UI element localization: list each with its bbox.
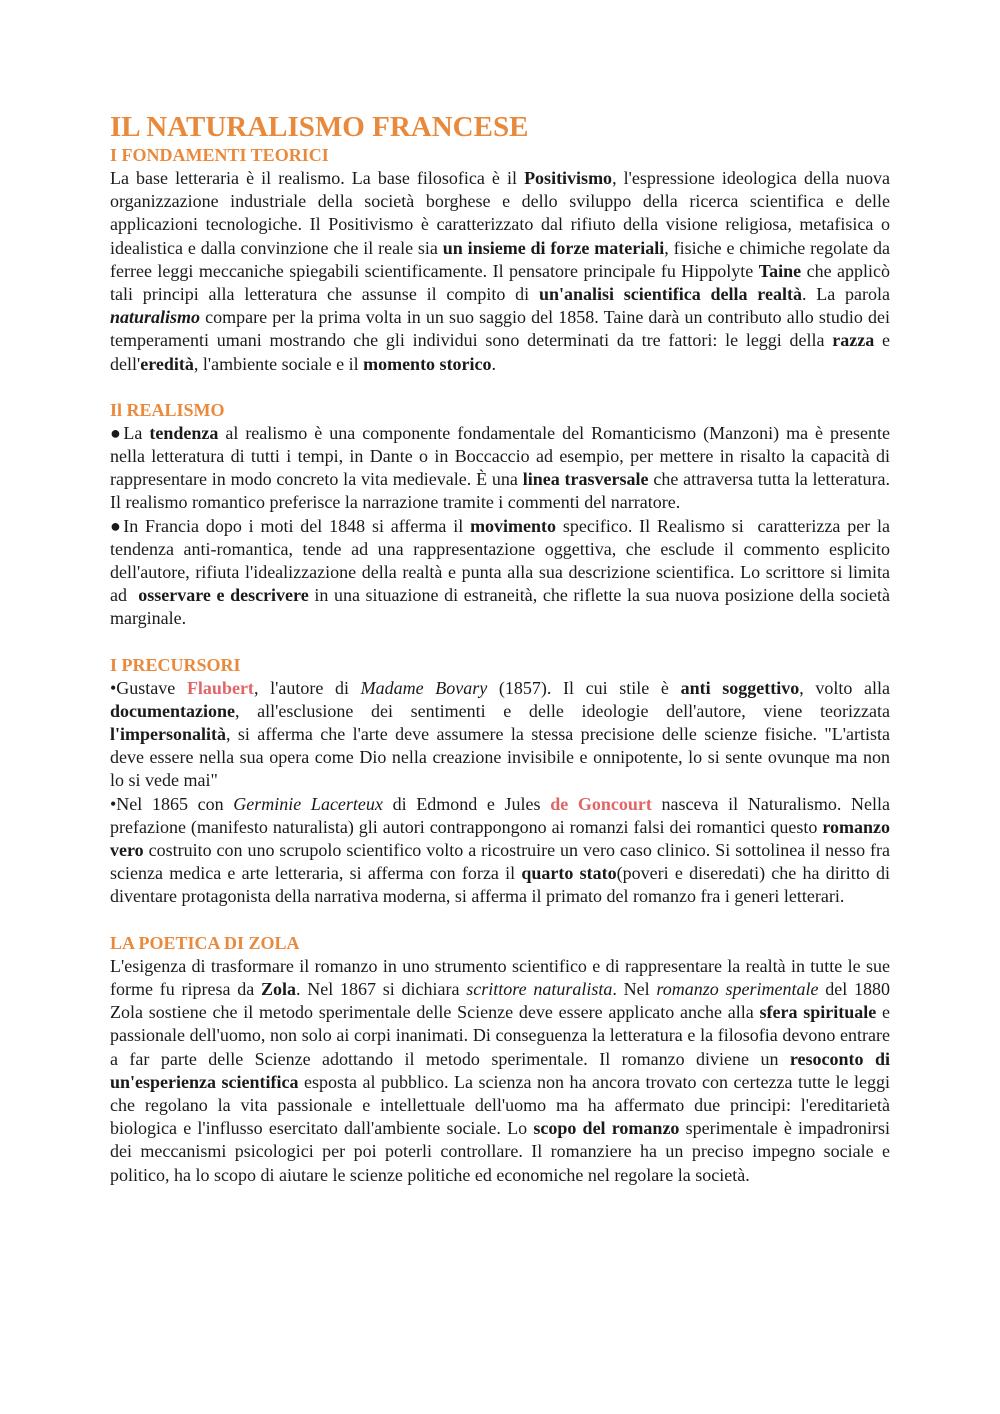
emphasis-text: Madame Bovary (360, 677, 488, 698)
paragraph (110, 955, 895, 1187)
emphasis-text: romanzo sperimentale (656, 978, 819, 999)
emphasis-text: un'analisi scientifica della realtà (538, 284, 802, 305)
emphasis-text: movimento (470, 515, 557, 536)
text-run: , all'esclusione dei sentimenti e delle ideologie dell'autore, viene teorizzata (235, 700, 895, 721)
text-run: e dell' (110, 330, 895, 374)
section-heading: I PRECURSORI (110, 654, 241, 675)
emphasis-text: romanzo vero (110, 816, 895, 861)
text-run: (poveri e diseredati) che ha diritto di diventare protagonista della narrativa moderna, si afferma il primato del romanzo fra i generi letterari. (110, 863, 895, 907)
text-run: , si afferma che l'arte deve assumere la stessa precisione delle scienze fisiche. "L'artista deve essere nella sua opera come Dio nella creazione invisibile e onnipotente, lo si sente ovunque ma non lo si vede mai" (110, 724, 895, 791)
emphasis-text: razza (832, 330, 875, 351)
text-run: •Nel 1865 con (110, 793, 234, 814)
text-run: (1857). Il cui stile è (487, 677, 681, 698)
paragraph (110, 677, 895, 793)
text-run: , volto alla (799, 677, 895, 698)
emphasis-text: quarto stato (521, 863, 617, 884)
paragraph (110, 515, 895, 631)
section-heading: Il REALISMO (110, 399, 225, 420)
document-title: IL NATURALISMO FRANCESE (110, 111, 529, 143)
emphasis-text: naturalismo (110, 307, 201, 328)
emphasis-text: sfera spirituale (759, 1002, 877, 1023)
emphasis-text: Germinie Lacerteux (233, 793, 383, 814)
text-run: nasceva il Naturalismo. Nella prefazione (manifesto naturalista) gli autori contrappongono ai romanzi falsi dei romantici questo (110, 793, 895, 837)
text-run: , l'espressione ideologica della nuova organizzazione industriale della società borghese e dello sviluppo della ricerca scientifica e delle applicazioni tecnologiche. Il Positivismo è caratterizzato dal rifiuto della visione religiosa, metafisica o idealistica e dalla convinzione che il reale sia (110, 168, 895, 258)
section-spacer (110, 376, 890, 399)
text-run: , l'ambiente sociale e il (193, 353, 364, 374)
text-run: del 1880 Zola sostiene che il metodo sperimentale delle Scienze deve essere applicato anche alla (110, 978, 895, 1023)
section-heading: I FONDAMENTI TEORICI (110, 145, 329, 165)
emphasis-text: Flaubert (186, 677, 254, 698)
text-run: La base letteraria è il realismo. La base filosofica è il (110, 168, 525, 188)
text-run: . Nel 1867 si dichiara (296, 978, 467, 999)
emphasis-text: un insieme di forze materiali (442, 237, 665, 258)
text-run: . (491, 353, 497, 374)
section-heading: LA POETICA DI ZOLA (110, 932, 300, 953)
paragraph (110, 422, 895, 515)
emphasis-text: Taine (758, 260, 802, 281)
text-run: specifico. Il Realismo si caratterizza per la tendenza anti-romantica, tende ad una rappresentazione oggettiva, che esclude il commento esplicito dell'autore, rifiuta l'idealizzazione della realtà e punta alla sua descrizione scientifica. Lo scrittore si limita ad (110, 515, 895, 606)
section-spacer (110, 909, 890, 932)
text-run: al realismo è una componente fondamentale del Romanticismo (Manzoni) ma è presente nella letteratura di tutti i tempi, in Dante o in Boccaccio ad esempio, per mettere in risalto la capacità di rappresentare in modo concreto la vita medievale. È una (110, 422, 895, 490)
text-run: esposta al pubblico. La scienza non ha ancora trovato con certezza tutte le leggi che regolano la vita passionale e intellettuale dell'uomo ma ha affermato due principi: l'ereditarietà biologica e l'influsso esercitato dall'ambiente sociale. Lo (110, 1071, 895, 1139)
emphasis-text: Zola (260, 978, 296, 999)
paragraph (110, 793, 895, 909)
text-run: di Edmond e Jules (382, 793, 551, 814)
text-run: sperimentale è impadronirsi dei meccanismi psicologici per poi poterli controllare. Il romanziere ha un preciso impegno sociale e politico, ha lo scopo di aiutare le scienze politiche ed economiche nel regolare la società. (110, 1118, 895, 1185)
text-run: . Nel (612, 978, 657, 999)
emphasis-text: resoconto di un'esperienza scientifica (110, 1048, 895, 1092)
emphasis-text: osservare e descrivere (138, 585, 309, 606)
emphasis-text: Positivismo (524, 168, 613, 188)
emphasis-text: anti soggettivo (680, 677, 800, 698)
emphasis-text: scopo del romanzo (533, 1118, 680, 1139)
document-page (110, 110, 895, 1187)
emphasis-text: de Goncourt (550, 793, 652, 814)
section-spacer (110, 631, 890, 654)
text-run: che attraversa tutta la letteratura. Il realismo romantico preferisce la narrazione tramite i commenti del narratore. (110, 469, 895, 513)
text-run: ●In Francia dopo i moti del 1848 si afferma il (110, 515, 471, 536)
text-run: L'esigenza di trasformare il romanzo in uno strumento scientifico e di rappresentare la realtà in tutte le sue forme fu ripresa da (110, 955, 895, 999)
emphasis-text: tendenza (149, 422, 219, 443)
text-run: che applicò tali principi alla letteratura che assunse il compito di (110, 260, 895, 305)
text-run: costruito con uno scrupolo scientifico volto a ricostruire un vero caso clinico. Si sottolinea il nesso fra scienza medica e arte letteraria, si afferma con forza il (110, 840, 895, 884)
text-run: ●La (110, 422, 150, 443)
emphasis-text: eredità (140, 353, 194, 374)
emphasis-text: documentazione (110, 700, 235, 721)
paragraph (110, 167, 895, 376)
text-run: , l'autore di (253, 677, 361, 698)
emphasis-text: linea trasversale (522, 469, 649, 490)
text-run: . La parola (801, 284, 895, 305)
text-run: , fisiche e chimiche regolate da ferree leggi meccaniche spiegabili scientificamente. Il pensatore principale fu Hippolyte (110, 237, 895, 281)
emphasis-text: scrittore naturalista (466, 978, 613, 999)
emphasis-text: l'impersonalità (110, 724, 226, 745)
text-run: in una situazione di estraneità, che riflette la sua nuova posizione della società marginale. (110, 585, 895, 629)
text-run: •Gustave (110, 677, 187, 698)
text-run: e passionale dell'uomo, non solo ai corpi inanimati. Di conseguenza la letteratura e la filosofia devono entrare a far parte delle Scienze adottando il metodo sperimentale. Il romanzo diviene un (110, 1002, 895, 1069)
document-body (110, 144, 895, 1187)
emphasis-text: momento storico (363, 353, 492, 374)
text-run: compare per la prima volta in un suo saggio del 1858. Taine darà un contributo allo studio dei temperamenti umani mostrando che gli individui sono determinati da tre fattori: le leggi della (110, 307, 895, 351)
